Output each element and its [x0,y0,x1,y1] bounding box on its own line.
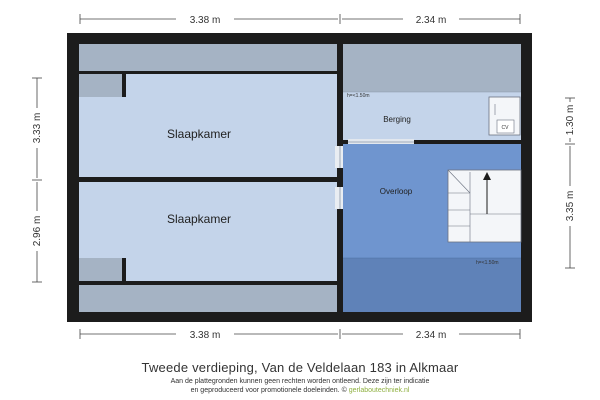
brand-link[interactable]: gerlaboutechniek.nl [348,387,410,394]
room-label-landing: Overloop [379,187,413,196]
disclaimer-line-1: Aan de plattegronden kunnen geen rechten worden ontleend. Deze zijn ter indicatie [170,378,430,385]
boiler-label: CV [501,125,509,131]
plan-title: Tweede verdieping, Van de Veldelaan 183 in Alkmaar [141,360,459,375]
dimension-left-upper-label: 3.33 m [32,112,43,144]
disclaimer-text: en geproduceerd voor promotionele doeleinden. © [190,387,347,394]
dimension-bottom-left-label: 3.38 m [189,330,221,341]
boiler-unit [489,97,520,135]
landing-low-area [343,258,521,312]
dimension-top-left-label: 3.38 m [189,15,221,26]
bedroom-top-low-area [79,44,337,73]
staircase [448,170,521,242]
height-note-storage: h=<1.50m [347,93,370,99]
storage-low-area [343,44,521,92]
room-label-storage: Berging [383,115,411,124]
dimension-bottom-right-label: 2.34 m [415,330,447,341]
dimension-left-lower-label: 2.96 m [32,215,43,247]
room-label-bedroom-top: Slaapkamer [166,127,232,141]
bedroom-bottom-low-area [79,285,337,312]
height-note-landing: h=<1.50m [476,260,499,266]
disclaimer-line-2 [0,386,600,395]
dimension-right-upper-label: 1.30 m [565,104,576,136]
dimension-right-lower-label: 3.35 m [565,190,576,222]
dimension-top-right-label: 2.34 m [415,15,447,26]
room-label-bedroom-bottom: Slaapkamer [166,212,232,226]
